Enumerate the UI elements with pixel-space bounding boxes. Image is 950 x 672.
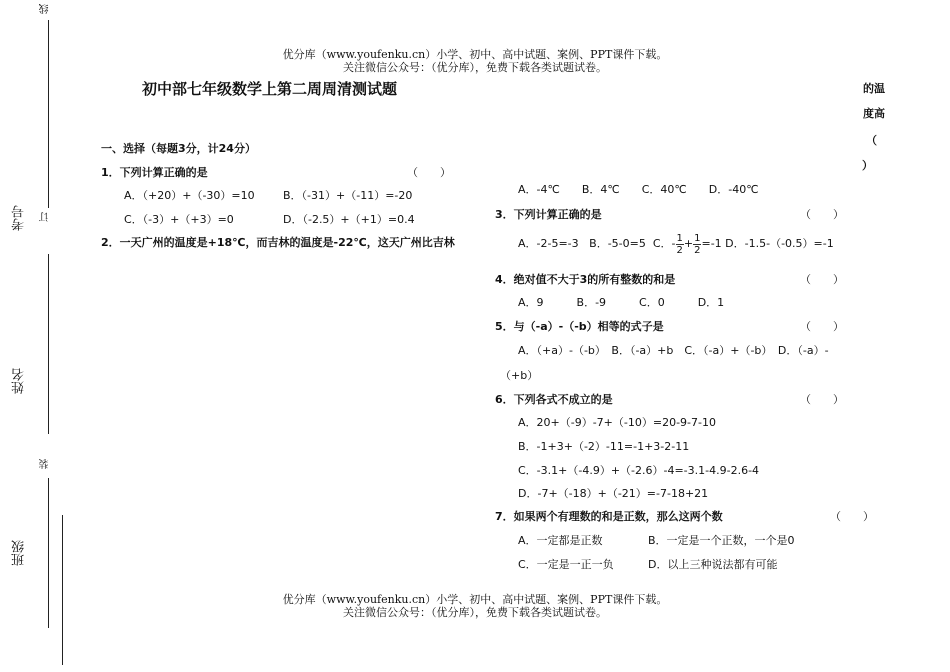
- watermark-top-line2: 关注微信公众号：（优分库），免费下载各类试题试卷。: [343, 61, 607, 74]
- q2-stem: 2．一天广州的温度是+18℃，而吉林的温度是-22℃，这天广州比吉林: [101, 236, 455, 249]
- label-kaohao: 考号: [12, 205, 27, 231]
- q5-answer-paren: （ ）: [800, 320, 844, 333]
- q7-stem: 7．如果两个有理数的和是正数，那么这两个数: [495, 510, 723, 523]
- q3-option-c-plus: +: [683, 237, 694, 250]
- q7-option-c: C．一定是一正一负: [518, 558, 614, 571]
- q2-options: A．-4℃ B．4℃ C．40℃ D．-40℃: [518, 183, 759, 196]
- section-heading: 一、选择（每题3分，计24分）: [101, 142, 256, 155]
- q1-option-a: A．（+20）+（-30）=10: [124, 189, 255, 202]
- margin-xian: 线: [40, 4, 51, 14]
- q7-option-a: A．一定都是正数: [518, 534, 603, 547]
- q1-option-c: C．（-3）+（+3）=0: [124, 213, 234, 226]
- q3-option-c-prefix: C．-: [652, 237, 676, 250]
- q6-stem: 6．下列各式不成立的是: [495, 393, 613, 406]
- margin-zhuang: 装: [40, 459, 51, 469]
- q3-answer-paren: （ ）: [800, 208, 844, 221]
- q3-option-d: D．-1.5-（-0.5）=-1: [725, 237, 834, 250]
- label-banji: 班级: [12, 540, 27, 566]
- watermark-bottom-line1: 优分库（www.youfenku.cn）小学、初中、高中试题、案例、PPT课件下载。: [282, 593, 668, 606]
- q4-stem: 4．绝对值不大于3的所有整数的和是: [495, 273, 676, 286]
- q7-option-b: B．一定是一个正数，一个是0: [648, 534, 795, 547]
- q1-option-b: B．（-31）+（-11）=-20: [283, 189, 413, 202]
- q3-fraction-1: $\frac{1}{2}$: [676, 232, 683, 256]
- margin-line-2: [48, 254, 49, 434]
- q1-stem: 1．下列计算正确的是: [101, 166, 208, 179]
- q3-option-c-suffix: =-1: [701, 237, 722, 250]
- q3-options: [518, 231, 834, 257]
- q6-option-a: A．20+（-9）-7+（-10）=20-9-7-10: [518, 416, 716, 429]
- q2-stem-cont-1: 的温: [863, 82, 885, 95]
- q3-stem: 3．下列计算正确的是: [495, 208, 602, 221]
- q1-answer-paren: （ ）: [407, 166, 451, 179]
- q6-option-c: C．-3.1+（-4.9）+（-2.6）-4=-3.1-4.9-2.6-4: [518, 464, 760, 477]
- q3-option-b: B．-5-0=5: [589, 237, 646, 250]
- watermark-bottom-line2: 关注微信公众号：（优分库），免费下载各类试题试卷。: [343, 606, 607, 619]
- q3-option-a: A．-2-5=-3: [518, 237, 579, 250]
- margin-ding: 订: [40, 212, 51, 222]
- q2-stem-cont-4: ）: [862, 159, 873, 172]
- q4-options: A．9 B．-9 C．0 D．1: [518, 296, 725, 309]
- q5-stem: 5．与（-a）-（-b）相等的式子是: [495, 320, 664, 333]
- margin-line-1: [48, 20, 49, 208]
- q6-option-d: D．-7+（-18）+（-21）=-7-18+21: [518, 487, 709, 500]
- q6-answer-paren: （ ）: [800, 393, 844, 406]
- q7-option-d: D．以上三种说法都有可能: [648, 558, 778, 571]
- q4-answer-paren: （ ）: [800, 273, 844, 286]
- q5-options: A．（+a）-（-b） B．（-a）+b C．（-a）+（-b） D．（-a）-: [518, 344, 829, 357]
- q6-option-b: B．-1+3+（-2）-11=-1+3-2-11: [518, 440, 690, 453]
- watermark-top-line1: 优分库（www.youfenku.cn）小学、初中、高中试题、案例、PPT课件下载。: [282, 48, 668, 61]
- q2-stem-cont-2: 度高: [863, 107, 885, 120]
- q1-option-d: D．（-2.5）+（+1）=0.4: [283, 213, 415, 226]
- q7-answer-paren: （ ）: [830, 510, 874, 523]
- q5-options-cont: （+b）: [500, 369, 539, 382]
- q2-stem-cont-3: （: [866, 134, 877, 147]
- q3-fraction-2: $\frac{1}{2}$: [694, 232, 701, 256]
- label-xingming: 姓名: [12, 368, 27, 394]
- page-title: 初中部七年级数学上第二周周清测试题: [142, 80, 398, 98]
- margin-line-4: [62, 515, 63, 665]
